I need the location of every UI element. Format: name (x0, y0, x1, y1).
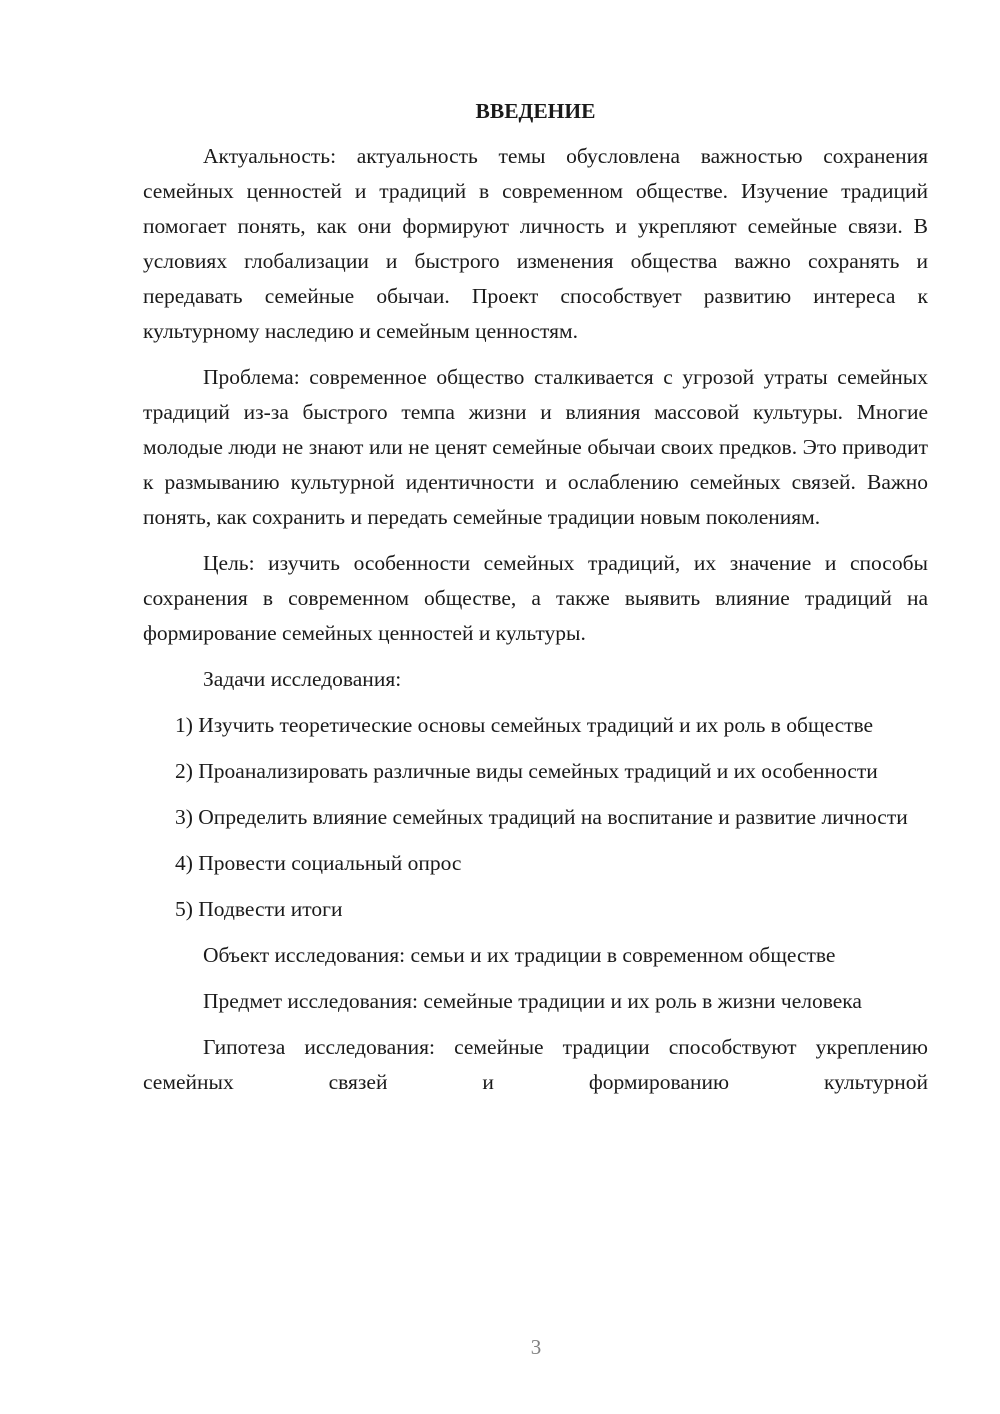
tasks-heading: Задачи исследования: (203, 667, 402, 691)
relevance-paragraph: Актуальность: актуальность темы обусловлена важностью сохранения семейных ценностей и традиций в современном обществе. Изучение традиций помогает понять, как они формируют личность и укрепляют семейные связи. В условиях глобализации и быстрого изменения общества важно сохранять и передавать семейные обычаи. Проект способствует развитию интереса к культурному наследию и семейным ценностям. (143, 144, 928, 343)
object-paragraph: Объект исследования: семьи и их традиции в современном обществе (203, 943, 836, 967)
problem-paragraph: Проблема: современное общество сталкивается с угрозой утраты семейных традиций из-за быстрого темпа жизни и влияния массовой культуры. Многие молодые люди не знают или не ценят семейные обычаи своих предков. Это приводит к размыванию культурной идентичности и ослаблению семейных связей. Важно понять, как сохранить и передать семейные традиции новым поколениям. (143, 365, 928, 529)
task-item-4: 4) Провести социальный опрос (175, 851, 462, 875)
page-content (143, 94, 928, 1111)
task-item-1: 1) Изучить теоретические основы семейных традиций и их роль в обществе (175, 713, 874, 737)
hypothesis-paragraph: Гипотеза исследования: семейные традиции способствуют укреплению семейных связей и формированию культурной (143, 1035, 928, 1094)
subject-paragraph: Предмет исследования: семейные традиции и их роль в жизни человека (203, 989, 862, 1013)
task-item-2: 2) Проанализировать различные виды семейных традиций и их особенности (175, 759, 878, 783)
task-item-5: 5) Подвести итоги (175, 897, 343, 921)
goal-paragraph: Цель: изучить особенности семейных традиций, их значение и способы сохранения в современном обществе, а также выявить влияние традиций на формирование семейных ценностей и культуры. (143, 551, 928, 645)
section-title: ВВЕДЕНИЕ (475, 99, 596, 123)
page-number: 3 (530, 1335, 542, 1359)
task-item-3: 3) Определить влияние семейных традиций на воспитание и развитие личности (175, 805, 908, 829)
